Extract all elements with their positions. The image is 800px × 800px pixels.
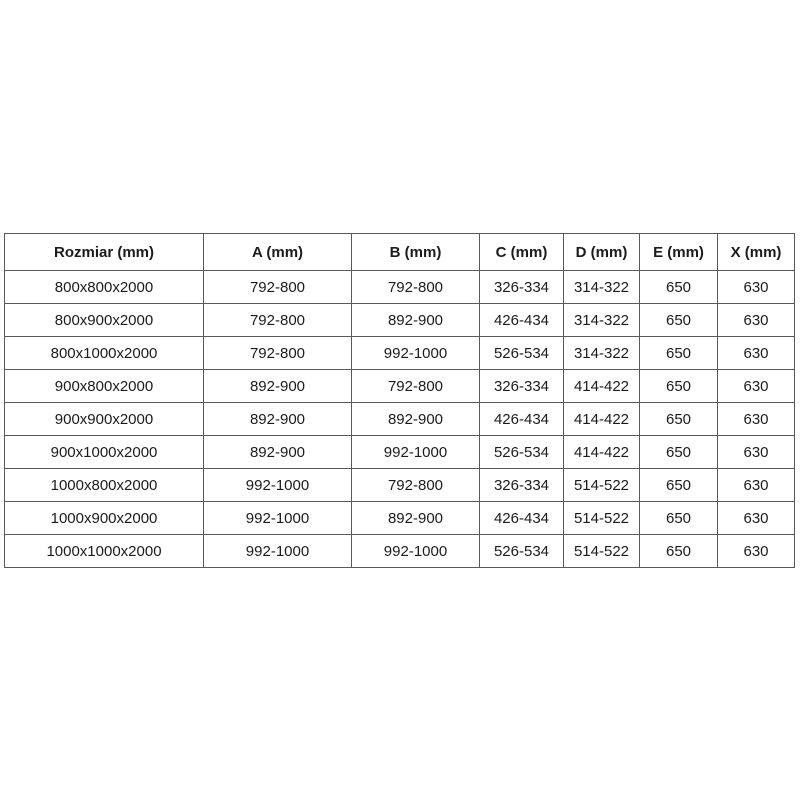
cell: 630 [718, 337, 795, 370]
cell: 650 [640, 502, 718, 535]
table-row [5, 403, 795, 436]
cell: 892-900 [352, 502, 480, 535]
cell: 650 [640, 469, 718, 502]
cell: 992-1000 [352, 436, 480, 469]
cell: 1000x800x2000 [5, 469, 204, 502]
table-header [5, 234, 795, 271]
cell: 892-900 [204, 403, 352, 436]
cell: 800x900x2000 [5, 304, 204, 337]
table-row [5, 502, 795, 535]
cell: 900x900x2000 [5, 403, 204, 436]
cell: 326-334 [480, 370, 564, 403]
cell: 792-800 [204, 337, 352, 370]
cell: 650 [640, 403, 718, 436]
column-header: D (mm) [564, 234, 640, 271]
cell: 892-900 [204, 436, 352, 469]
table-row [5, 271, 795, 304]
cell: 650 [640, 535, 718, 568]
table-row [5, 535, 795, 568]
table-row [5, 469, 795, 502]
table-row [5, 337, 795, 370]
cell: 650 [640, 337, 718, 370]
table-row [5, 436, 795, 469]
cell: 650 [640, 436, 718, 469]
cell: 326-334 [480, 469, 564, 502]
column-header: E (mm) [640, 234, 718, 271]
cell: 514-522 [564, 502, 640, 535]
cell: 1000x900x2000 [5, 502, 204, 535]
cell: 514-522 [564, 535, 640, 568]
column-header: C (mm) [480, 234, 564, 271]
cell: 992-1000 [352, 535, 480, 568]
cell: 630 [718, 370, 795, 403]
cell: 892-900 [352, 304, 480, 337]
header-row [5, 234, 795, 271]
cell: 414-422 [564, 436, 640, 469]
cell: 426-434 [480, 304, 564, 337]
column-header: Rozmiar (mm) [5, 234, 204, 271]
cell: 992-1000 [204, 535, 352, 568]
cell: 630 [718, 271, 795, 304]
cell: 630 [718, 469, 795, 502]
cell: 792-800 [204, 304, 352, 337]
cell: 630 [718, 502, 795, 535]
column-header: B (mm) [352, 234, 480, 271]
cell: 630 [718, 403, 795, 436]
cell: 992-1000 [204, 469, 352, 502]
cell: 800x1000x2000 [5, 337, 204, 370]
cell: 792-800 [204, 271, 352, 304]
cell: 630 [718, 436, 795, 469]
cell: 426-434 [480, 502, 564, 535]
cell: 792-800 [352, 271, 480, 304]
cell: 514-522 [564, 469, 640, 502]
cell: 892-900 [352, 403, 480, 436]
cell: 414-422 [564, 370, 640, 403]
cell: 892-900 [204, 370, 352, 403]
cell: 426-434 [480, 403, 564, 436]
cell: 992-1000 [204, 502, 352, 535]
cell: 526-534 [480, 436, 564, 469]
cell: 630 [718, 304, 795, 337]
cell: 526-534 [480, 337, 564, 370]
column-header: X (mm) [718, 234, 795, 271]
cell: 650 [640, 271, 718, 304]
table-row [5, 304, 795, 337]
cell: 792-800 [352, 469, 480, 502]
cell: 630 [718, 535, 795, 568]
cell: 314-322 [564, 271, 640, 304]
cell: 800x800x2000 [5, 271, 204, 304]
cell: 1000x1000x2000 [5, 535, 204, 568]
table-body [5, 271, 795, 568]
cell: 526-534 [480, 535, 564, 568]
cell: 900x800x2000 [5, 370, 204, 403]
cell: 900x1000x2000 [5, 436, 204, 469]
cell: 992-1000 [352, 337, 480, 370]
cell: 326-334 [480, 271, 564, 304]
cell: 650 [640, 304, 718, 337]
table-row [5, 370, 795, 403]
cell: 314-322 [564, 304, 640, 337]
column-header: A (mm) [204, 234, 352, 271]
cell: 414-422 [564, 403, 640, 436]
cell: 314-322 [564, 337, 640, 370]
cell: 792-800 [352, 370, 480, 403]
cell: 650 [640, 370, 718, 403]
dimensions-table [4, 233, 795, 568]
